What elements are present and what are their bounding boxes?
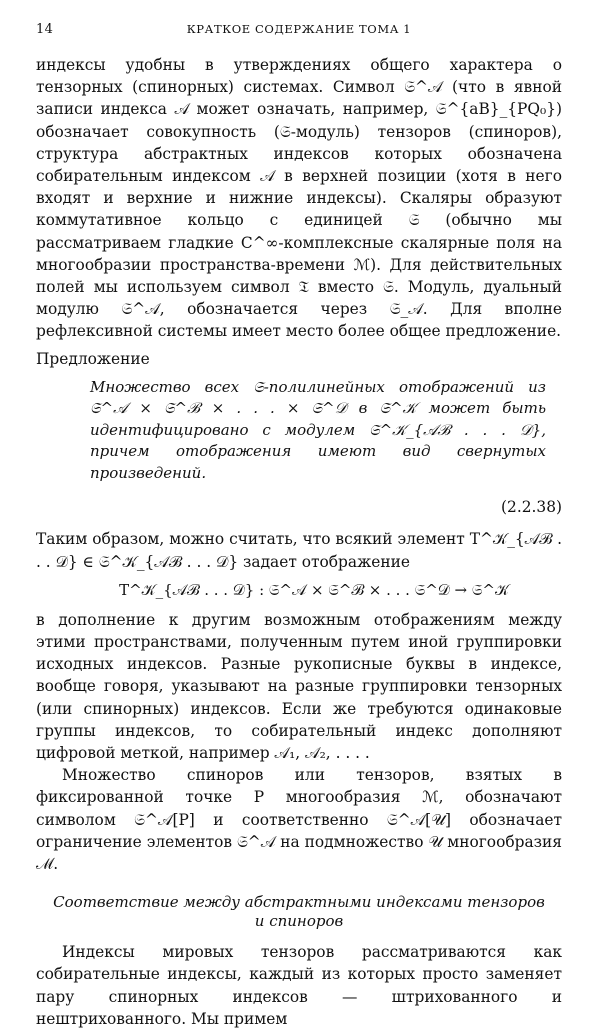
section-heading	[36, 893, 562, 931]
paragraph-world-tensors: Индексы мировых тензоров рассматриваются как собирательные индексы, каждый из которых просто заменяет пару спинорных индексов — штрихованного и нештрихованного. Мы примем	[36, 943, 562, 1028]
paragraph-point-restriction: Множество спиноров или тензоров, взятых в фиксированной точке P многообразия ℳ, обозначают символом 𝔖^𝒜[P] и соответственно 𝔖^𝒜[𝒰] обозначает ограничение элементов 𝔖^𝒜 на подмножество 𝒰 многообразия ℳ.	[36, 766, 562, 873]
paragraph-modules: индексы удобны в утверждениях общего характера о тензорных (спинорных) системах. Символ 𝔖^𝒜 (что в явной записи индекса 𝒜 может означать, например, 𝔖^{aB}_{PQ₀}) обозначает совокупность (𝔖-модуль) тензоров (спиноров), структура абстрактных индексов которых обозначена собирательным индексом 𝒜 в верхней позиции (хотя в него входят и верхние и нижние индексы). Скаляры образуют коммутативное кольцо с единицей 𝔖 (обычно мы рассматриваем гладкие C^∞-комплексные скалярные поля на многообразии пространства-времени ℳ). Для действительных полей мы используем символ 𝔗 вместо 𝔖. Модуль, дуальный модулю 𝔖^𝒜, обозначается через 𝔖_𝒜. Для вполне рефлексивной системы имеет место более общее предложение.	[36, 56, 562, 341]
running-head	[36, 22, 562, 37]
section-heading-line-2: и спиноров	[254, 912, 344, 931]
page-number: 14	[36, 22, 54, 37]
section-heading-line-1: Соответствие между абстрактными индексами тензоров	[53, 893, 545, 912]
paragraph-index-grouping: в дополнение к другим возможным отображениям между этими пространствами, полученным путем иной группировки исходных индексов. Разные рукописные буквы в индексе, вообще говоря, указывают на разные группировки тензорных (или спинорных) индексов. Если же требуются одинаковые группы индексов, то собирательный индекс дополняют цифровой меткой, например 𝒜₁, 𝒜₂, . . . .	[36, 610, 562, 762]
proposition-text: Множество всех 𝔖-полилинейных отображений из 𝔖^𝒜 × 𝔖^ℬ × . . . × 𝔖^𝒟 в 𝔖^𝒦 может быть идентифицировано с модулем 𝔖^𝒦_{𝒜ℬ . . . 𝒟}, причем отображения имеют вид свернутых произведений.	[90, 377, 546, 482]
proposition-label: Предложение	[36, 349, 150, 368]
equation-number: (2.2.38)	[501, 498, 562, 517]
running-head-title: КРАТКОЕ СОДЕРЖАНИЕ ТОМА 1	[186, 22, 412, 36]
display-formula: T^𝒦_{𝒜ℬ . . . 𝒟} : 𝔖^𝒜 × 𝔖^ℬ × . . . 𝔖^𝒟 → 𝔖^𝒦	[119, 580, 509, 599]
paragraph-mapping-intro: Таким образом, можно считать, что всякий элемент T^𝒦_{𝒜ℬ . . . 𝒟} ∈ 𝔖^𝒦_{𝒜ℬ . . . 𝒟} задает отображение	[36, 530, 562, 571]
